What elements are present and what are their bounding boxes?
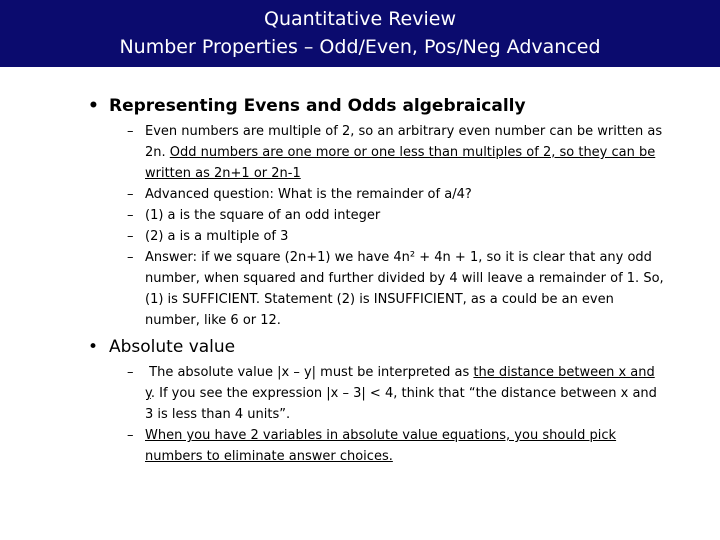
bullet-heading: Representing Evens and Odds algebraically [109,96,526,116]
definition-plain: Even numbers are multiple of 2, so an arbitrary even number can be written as 2n. [145,124,663,160]
dash-marker: – [127,428,134,443]
abs-plain-after: . If you see the expression |x – 3| < 4, think that “the distance between x and 3 is less than 4 units”. [145,386,657,422]
sub-item-text: When you have 2 variables in absolute value equations, you should pick numbers to eliminate answer choices. [145,428,617,464]
dash-marker: – [127,250,134,265]
sub-item-text [145,362,665,425]
sub-item-text [145,121,665,184]
bullet-marker: • [88,337,99,357]
definition-underlined: Odd numbers are one more or one less than multiples of 2, so they can be written as 2n+1 or 2n-1 [145,145,656,181]
sub-item-text: Answer: if we square (2n+1) we have 4n² + 4n + 1, so it is clear that any odd number, when squared and further divided by 4 will leave a remainder of 1. So, (1) is SUFFICIENT. Statement (2) is INSUFFICIENT, as a could be an even number, like 6 or 12. [145,250,664,328]
dash-marker: – [127,365,134,380]
abs-plain-before: The absolute value |x – y| must be interpreted as [149,365,474,380]
sub-item-text: Advanced question: What is the remainder of a/4? [145,187,472,202]
bullet-marker: • [88,96,99,116]
bullet-heading: Absolute value [109,337,236,357]
dash-marker: – [127,124,134,139]
sub-item-text: (1) a is the square of an odd integer [145,208,381,223]
sub-item-text: (2) a is a multiple of 3 [145,229,289,244]
title-line-2: Number Properties – Odd/Even, Pos/Neg Advanced [119,36,601,58]
title-line-1: Quantitative Review [264,8,456,30]
dash-marker: – [127,187,134,202]
abs-underlined: the distance between x and y [145,365,655,401]
dash-marker: – [127,208,134,223]
dash-marker: – [127,229,134,244]
